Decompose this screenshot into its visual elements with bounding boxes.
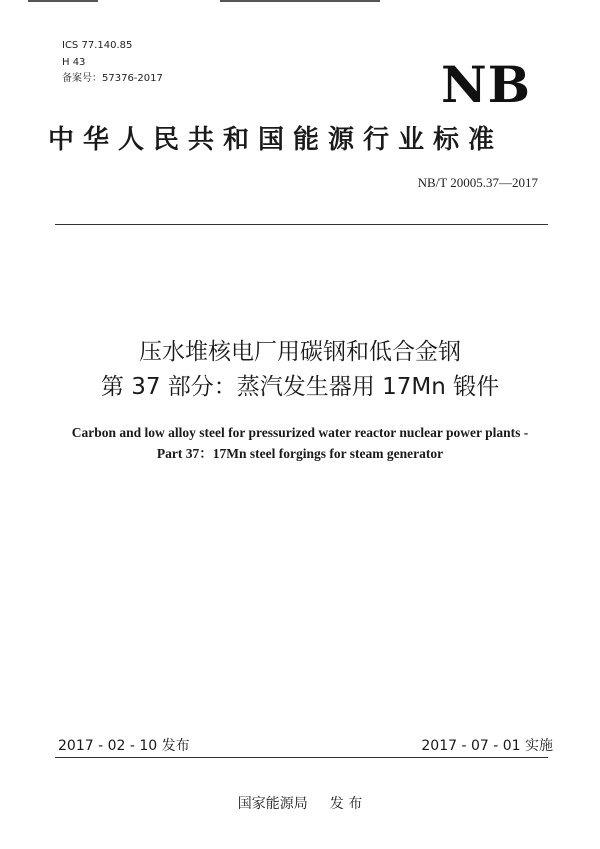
top-scan-mark <box>220 0 380 2</box>
footer-divider <box>55 757 548 758</box>
industry-standard-title: 中华人民共和国能源行业标准 <box>48 125 504 155</box>
standard-number: NB/T 20005.37—2017 <box>417 175 538 190</box>
english-title-line-1: Carbon and low alloy steel for pressurized water reactor nuclear power plants - <box>71 425 529 440</box>
classification-code: H 43 <box>62 57 86 68</box>
chinese-title-line-2: 第 37 部分：蒸汽发生器用 17Mn 锻件 <box>100 374 500 400</box>
header-divider <box>55 224 548 225</box>
english-title-line-2: Part 37：17Mn steel forgings for steam generator <box>156 446 444 461</box>
publisher-line <box>0 795 600 813</box>
publish-action: 发 布 <box>329 796 363 812</box>
top-scan-mark <box>28 0 98 2</box>
chinese-title-line-1: 压水堆核电厂用碳钢和低合金钢 <box>139 339 461 365</box>
ics-code: ICS 77.140.85 <box>62 40 133 51</box>
implementation-date: 2017 - 07 - 01 实施 <box>421 738 553 754</box>
publisher-name: 国家能源局 <box>237 796 308 812</box>
nb-logo: NB <box>441 55 531 114</box>
filing-number: 备案号：57376-2017 <box>62 73 163 84</box>
issue-date: 2017 - 02 - 10 发布 <box>58 738 190 754</box>
